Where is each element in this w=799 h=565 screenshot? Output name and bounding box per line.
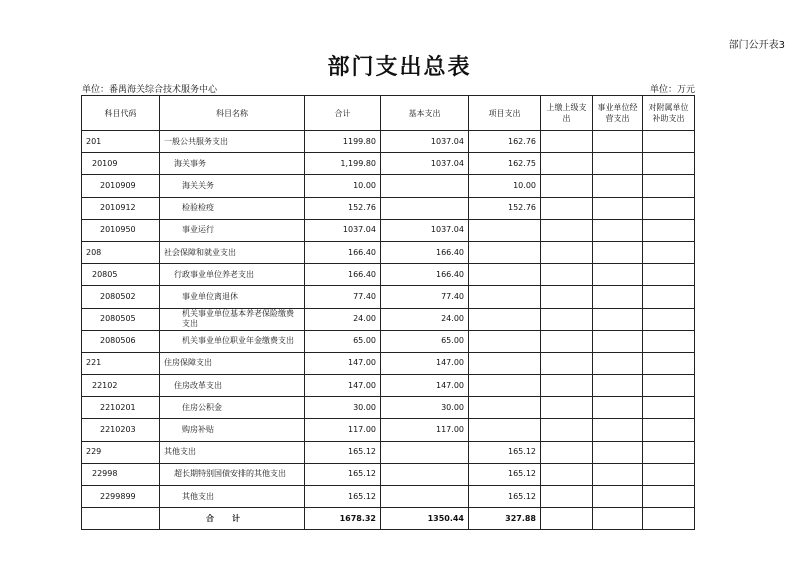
cell-biz [593, 486, 643, 508]
total-label: 合计 [160, 508, 305, 530]
cell-name: 其他支出 [160, 486, 305, 508]
cell-code: 2210201 [82, 397, 160, 419]
cell-upper [541, 175, 593, 197]
cell-name: 一般公共服务支出 [160, 131, 305, 153]
cell-project [469, 330, 541, 352]
cell-subsidy [643, 241, 695, 263]
table-row [82, 352, 695, 374]
cell-total: 65.00 [305, 330, 381, 352]
cell-biz [593, 241, 643, 263]
cell-name: 机关事业单位职业年金缴费支出 [160, 330, 305, 352]
table-row [82, 308, 695, 330]
cell-name: 机关事业单位基本养老保险缴费支出 [160, 308, 305, 330]
header-total: 合计 [305, 96, 381, 131]
cell-biz [593, 397, 643, 419]
cell-biz [593, 463, 643, 485]
cell-basic: 117.00 [381, 419, 469, 441]
cell-basic: 1037.04 [381, 153, 469, 175]
cell-total: 152.76 [305, 197, 381, 219]
cell-upper [541, 197, 593, 219]
cell-project [469, 219, 541, 241]
cell-project: 162.76 [469, 131, 541, 153]
cell-code: 229 [82, 441, 160, 463]
cell-biz [593, 153, 643, 175]
cell-upper [541, 219, 593, 241]
corner-label: 部门公开表3 [728, 40, 785, 51]
cell-code: 22998 [82, 463, 160, 485]
cell-project: 162.75 [469, 153, 541, 175]
table-row [82, 131, 695, 153]
cell-subsidy [643, 419, 695, 441]
cell-subsidy [643, 286, 695, 308]
cell-total: 165.12 [305, 463, 381, 485]
cell-code: 201 [82, 131, 160, 153]
cell-code: 208 [82, 241, 160, 263]
cell-name: 住房公积金 [160, 397, 305, 419]
cell-total: 1037.04 [305, 219, 381, 241]
cell-project: 10.00 [469, 175, 541, 197]
cell-basic [381, 175, 469, 197]
cell-subsidy [643, 397, 695, 419]
cell-name: 海关关务 [160, 175, 305, 197]
cell-total: 30.00 [305, 397, 381, 419]
cell-name: 行政事业单位养老支出 [160, 264, 305, 286]
cell-name: 超长期特别国债安排的其他支出 [160, 463, 305, 485]
cell-name: 海关事务 [160, 153, 305, 175]
cell-biz [593, 175, 643, 197]
expenditure-table [81, 95, 695, 530]
total-sum: 1678.32 [305, 508, 381, 530]
cell-total: 147.00 [305, 352, 381, 374]
cell-upper [541, 153, 593, 175]
cell-total: 166.40 [305, 241, 381, 263]
total-basic: 1350.44 [381, 508, 469, 530]
header-upper: 上缴上级支出 [541, 96, 593, 131]
cell-basic [381, 197, 469, 219]
cell-basic: 1037.04 [381, 131, 469, 153]
cell-code: 2010912 [82, 197, 160, 219]
table-row [82, 463, 695, 485]
cell-biz [593, 330, 643, 352]
cell-biz [593, 441, 643, 463]
cell-upper [541, 397, 593, 419]
table-row [82, 264, 695, 286]
cell-total: 165.12 [305, 486, 381, 508]
cell-project [469, 375, 541, 397]
cell-total: 147.00 [305, 375, 381, 397]
cell-project: 152.76 [469, 197, 541, 219]
cell-basic: 147.00 [381, 352, 469, 374]
table-row [82, 375, 695, 397]
cell-basic: 65.00 [381, 330, 469, 352]
cell-code: 2299899 [82, 486, 160, 508]
table-body [82, 131, 695, 508]
cell-subsidy [643, 330, 695, 352]
table-row [82, 330, 695, 352]
total-subsidy [643, 508, 695, 530]
cell-upper [541, 308, 593, 330]
cell-project: 165.12 [469, 463, 541, 485]
cell-code: 2010909 [82, 175, 160, 197]
table-row [82, 286, 695, 308]
cell-basic: 1037.04 [381, 219, 469, 241]
cell-project [469, 397, 541, 419]
cell-total: 24.00 [305, 308, 381, 330]
table-row [82, 219, 695, 241]
total-row [82, 508, 695, 530]
cell-subsidy [643, 219, 695, 241]
cell-upper [541, 441, 593, 463]
cell-upper [541, 352, 593, 374]
header-basic: 基本支出 [381, 96, 469, 131]
header-biz: 事业单位经营支出 [593, 96, 643, 131]
cell-project [469, 352, 541, 374]
cell-name: 住房保障支出 [160, 352, 305, 374]
cell-subsidy [643, 308, 695, 330]
table-header-row [82, 96, 695, 131]
cell-total: 1,199.80 [305, 153, 381, 175]
cell-code: 2210203 [82, 419, 160, 441]
cell-code: 2010950 [82, 219, 160, 241]
total-biz [593, 508, 643, 530]
total-project: 327.88 [469, 508, 541, 530]
cell-name: 检验检疫 [160, 197, 305, 219]
table-row [82, 441, 695, 463]
table-row [82, 175, 695, 197]
cell-subsidy [643, 352, 695, 374]
cell-code: 20109 [82, 153, 160, 175]
unit-currency-label: 单位：万元 [650, 85, 696, 95]
table-row [82, 241, 695, 263]
cell-upper [541, 463, 593, 485]
cell-biz [593, 197, 643, 219]
cell-name: 住房改革支出 [160, 375, 305, 397]
cell-name: 事业运行 [160, 219, 305, 241]
cell-upper [541, 131, 593, 153]
cell-biz [593, 352, 643, 374]
cell-total: 165.12 [305, 441, 381, 463]
cell-basic: 77.40 [381, 286, 469, 308]
cell-subsidy [643, 264, 695, 286]
cell-project: 165.12 [469, 441, 541, 463]
cell-biz [593, 419, 643, 441]
cell-upper [541, 241, 593, 263]
cell-code: 22102 [82, 375, 160, 397]
cell-subsidy [643, 463, 695, 485]
cell-biz [593, 286, 643, 308]
cell-subsidy [643, 153, 695, 175]
cell-subsidy [643, 375, 695, 397]
cell-code: 20805 [82, 264, 160, 286]
total-upper [541, 508, 593, 530]
header-subsidy: 对附属单位补助支出 [643, 96, 695, 131]
table-row [82, 153, 695, 175]
cell-subsidy [643, 131, 695, 153]
cell-upper [541, 264, 593, 286]
cell-basic: 166.40 [381, 241, 469, 263]
cell-basic [381, 441, 469, 463]
cell-biz [593, 308, 643, 330]
cell-biz [593, 375, 643, 397]
cell-name: 其他支出 [160, 441, 305, 463]
cell-project: 165.12 [469, 486, 541, 508]
cell-code: 2080502 [82, 286, 160, 308]
cell-project [469, 419, 541, 441]
cell-basic [381, 463, 469, 485]
cell-project [469, 264, 541, 286]
cell-subsidy [643, 197, 695, 219]
table-row [82, 419, 695, 441]
cell-total: 10.00 [305, 175, 381, 197]
unit-org-label: 单位：番禺海关综合技术服务中心 [82, 85, 218, 95]
page-title: 部门支出总表 [327, 54, 472, 80]
cell-code: 221 [82, 352, 160, 374]
header-code: 科目代码 [82, 96, 160, 131]
total-code-cell [82, 508, 160, 530]
cell-subsidy [643, 486, 695, 508]
cell-basic [381, 486, 469, 508]
cell-biz [593, 219, 643, 241]
cell-total: 166.40 [305, 264, 381, 286]
table-row [82, 397, 695, 419]
cell-subsidy [643, 441, 695, 463]
cell-basic: 30.00 [381, 397, 469, 419]
header-name: 科目名称 [160, 96, 305, 131]
cell-total: 1199.80 [305, 131, 381, 153]
cell-name: 社会保障和就业支出 [160, 241, 305, 263]
cell-project [469, 286, 541, 308]
cell-basic: 166.40 [381, 264, 469, 286]
header-project: 项目支出 [469, 96, 541, 131]
cell-total: 77.40 [305, 286, 381, 308]
cell-basic: 24.00 [381, 308, 469, 330]
table-row [82, 486, 695, 508]
cell-total: 117.00 [305, 419, 381, 441]
cell-name: 事业单位离退休 [160, 286, 305, 308]
cell-upper [541, 486, 593, 508]
cell-biz [593, 264, 643, 286]
cell-biz [593, 131, 643, 153]
cell-subsidy [643, 175, 695, 197]
cell-upper [541, 286, 593, 308]
table-row [82, 197, 695, 219]
cell-name: 购房补贴 [160, 419, 305, 441]
cell-upper [541, 419, 593, 441]
cell-basic: 147.00 [381, 375, 469, 397]
cell-upper [541, 330, 593, 352]
cell-upper [541, 375, 593, 397]
cell-project [469, 241, 541, 263]
cell-project [469, 308, 541, 330]
cell-code: 2080505 [82, 308, 160, 330]
cell-code: 2080506 [82, 330, 160, 352]
